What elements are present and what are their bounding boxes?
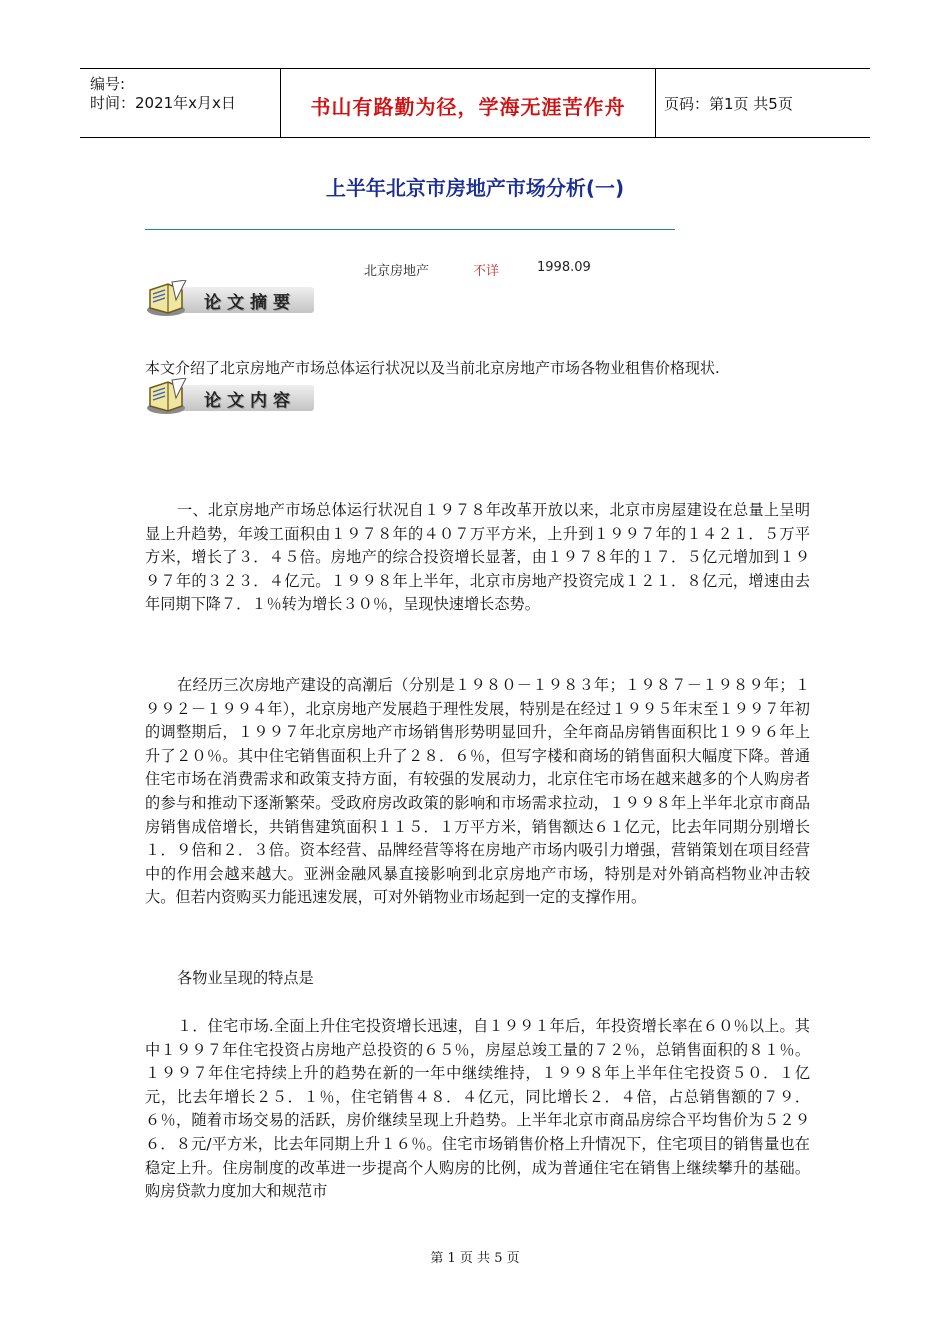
book-quill-icon bbox=[146, 280, 188, 318]
article-author: 北京房地产 bbox=[364, 264, 430, 279]
header-info-cell bbox=[80, 69, 281, 137]
body-paragraph bbox=[145, 1015, 810, 1204]
page-info: 页码：第1页 共5页 bbox=[664, 95, 793, 113]
number-label: 编号: bbox=[90, 75, 126, 93]
body-paragraph bbox=[145, 674, 810, 910]
abstract-heading: 论文摘要 bbox=[204, 293, 296, 313]
time-label: 时间：2021年x月x日 bbox=[90, 94, 236, 112]
header-motto-cell bbox=[281, 69, 656, 137]
paragraph-text: 各物业呈现的特点是 bbox=[177, 969, 314, 987]
content-heading-banner bbox=[146, 376, 316, 420]
article-title: 上半年北京市房地产市场分析(一) bbox=[325, 176, 625, 200]
book-quill-icon bbox=[146, 378, 188, 416]
article-date: 1998.09 bbox=[537, 260, 591, 275]
article-source[interactable]: 不详 bbox=[473, 264, 500, 279]
content-heading: 论文内容 bbox=[204, 391, 296, 411]
paragraph-text: 在经历三次房地产建设的高潮后（分别是１９８０－１９８３年；１９８７－１９８９年；１９９２－１９９４年），北京房地产发展趋于理性发展，特别是在经过１９９５年末至１９９７年初的调整期后，１９９７年北京房地产市场销售形势明显回升，全年商品房销售面积比１９９６年上升了２０％。其中住宅销售面积上升了２８．６％，但写字楼和商场的销售面积大幅度下降。普通住宅市场在消费需求和政策支持方面，有较强的发展动力，北京住宅市场在越来越多的个人购房者的参与和推动下逐渐繁荣。受政府房改政策的影响和市场需求拉动，１９９８年上半年北京市商品房销售成倍增长，共销售建筑面积１１５．１万平方米，销售额达６１亿元，比去年同期分别增长１．９倍和２．３倍。资本经营、品牌经营等将在房地产市场内吸引力增强，营销策划在项目经营中的作用会越来越大。亚洲金融风暴直接影响到北京房地产市场，特别是对外销高档物业冲击较大。但若内资购买力能迅速发展，可对外销物业市场起到一定的支撑作用。 bbox=[145, 676, 810, 907]
title-divider bbox=[145, 229, 675, 230]
abstract-heading-banner bbox=[146, 278, 316, 322]
header-table bbox=[80, 68, 870, 138]
header-page-cell bbox=[656, 69, 870, 137]
page-footer: 第 1 页 共 5 页 bbox=[430, 1251, 520, 1266]
abstract-text: 本文介绍了北京房地产市场总体运行状况以及当前北京房地产市场各物业租售价格现状. bbox=[145, 359, 720, 377]
body-paragraph bbox=[145, 499, 810, 617]
paragraph-text: 一、北京房地产市场总体运行状况自１９７８年改革开放以来，北京市房屋建设在总量上呈明显上升趋势，年竣工面积由１９７８年的４０７万平方米，上升到１９９７年的１４２１．５万平方米，增长了３．４５倍。房地产的综合投资增长显著，由１９７８年的１７．５亿元增加到１９９７年的３２３．４亿元。１９９８年上半年，北京市房地产投资完成１２１．８亿元，增速由去年同期下降７．１％转为增长３０％，呈现快速增长态势。 bbox=[145, 501, 810, 614]
paragraph-text: １．住宅市场.全面上升住宅投资增长迅速，自１９９１年后，年投资增长率在６０％以上。其中１９９７年住宅投资占房地产总投资的６５％，房屋总竣工量的７２％，总销售面积的８１％。１９９７年住宅持续上升的趋势在新的一年中继续维持，１９９８年上半年住宅投资５０．１亿元，比去年增长２５．１％，住宅销售４８．４亿元，同比增长２．４倍，占总销售额的７９．６％，随着市场交易的活跃，房价继续呈现上升趋势。上半年北京市商品房综合平均售价为５２９６．８元/平方米，比去年同期上升１６％。住宅市场销售价格上升情况下，住宅项目的销售量也在稳定上升。住房制度的改革进一步提高个人购房的比例，成为普通住宅在销售上继续攀升的基础。购房贷款力度加大和规范市 bbox=[145, 1017, 810, 1201]
body-paragraph bbox=[145, 967, 810, 991]
motto: 书山有路勤为径，学海无涯苦作舟 bbox=[310, 95, 626, 119]
